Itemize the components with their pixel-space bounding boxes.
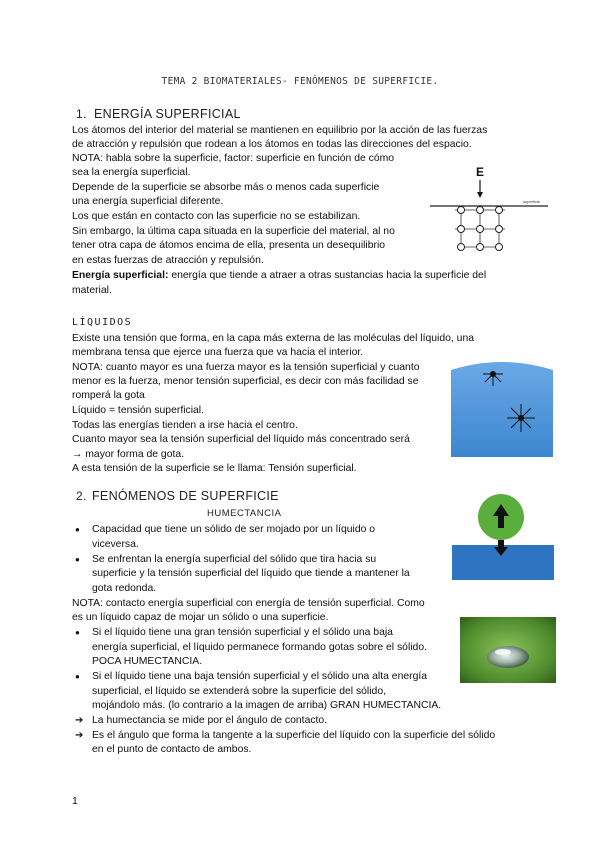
- arrow-right-icon: ➔: [75, 730, 84, 741]
- bullet-item: ● Si el líquido tiene una baja tensión superficial y el sólido una alta energía: [92, 670, 427, 684]
- s1-line: Los que están en contacto con las superficie no se estabilizan.: [72, 211, 361, 222]
- atom: [458, 226, 465, 233]
- liq-line: Líquido = tensión superficial.: [72, 405, 204, 416]
- atom-lattice-figure: [428, 162, 550, 256]
- down-arrow-shaft: [498, 540, 504, 548]
- s1-line: NOTA: habla sobre la superficie, factor: superficie en función de cómo: [72, 153, 395, 164]
- atom: [458, 244, 465, 251]
- bullet-cont: mojándolo más. (lo contrario a la imagen de arriba) GRAN HUMECTANCIA.: [92, 700, 442, 711]
- liquids-heading: LÍQUIDOS: [72, 317, 133, 328]
- s1-line: tener otra capa de átomos encima de ella, presenta un desequilibrio: [72, 240, 386, 251]
- atom: [496, 207, 503, 214]
- energy-definition: [72, 269, 486, 283]
- figure-e-label: E: [476, 165, 485, 179]
- liq-line: → mayor forma de gota.: [72, 449, 185, 460]
- bullet-item: ● Se enfrentan la energía superficial del sólido que tira hacia su: [92, 553, 376, 567]
- section-2-number: 2.: [76, 489, 87, 503]
- liq-line: membrana tensa que ejerce una fuerza que va hacia el interior.: [72, 347, 364, 358]
- section-1-title: ENERGÍA SUPERFICIAL: [94, 107, 241, 121]
- liq-line: romperá la gota: [72, 390, 145, 401]
- liq-line: A esta tensión de la superficie se le llama: Tensión superficial.: [72, 463, 357, 474]
- page-number: 1: [72, 796, 78, 807]
- section-1-number: 1.: [76, 107, 87, 121]
- s1-line: sea la energía superficial.: [72, 167, 191, 178]
- liq-line: Existe una tensión que forma, en la capa más externa de las moléculas del líquido, una: [72, 333, 475, 344]
- s1-line: Sin embargo, la última capa situada en la superficie del material, al no: [72, 226, 395, 237]
- page-title: TEMA 2 BIOMATERIALES- FENÓMENOS DE SUPERFICIE.: [161, 76, 439, 87]
- atom: [496, 226, 503, 233]
- bullet-cont: superficie y la tensión superficial del líquido que tiende a mantener la: [92, 568, 410, 579]
- liq-line: NOTA: cuanto mayor es una fuerza mayor es la tensión superficial y cuanto: [72, 362, 420, 373]
- atom: [477, 207, 484, 214]
- liq-line: menor es la fuerza, menor tensión superficial, es decir con más facilidad se: [72, 376, 419, 387]
- atom: [477, 244, 484, 251]
- arrow-item: [75, 714, 328, 728]
- energy-definition-term: Energía superficial:: [72, 270, 169, 281]
- liq-line: Cuanto mayor sea la tensión superficial del líquido más concentrado será: [72, 434, 410, 445]
- s1-line: Los átomos del interior del material se mantienen en equilibrio por la acción de las fuerzas: [72, 125, 488, 136]
- bullet-cont: viceversa.: [92, 539, 139, 550]
- arrow-item-text: La humectancia se mide por el ángulo de contacto.: [92, 715, 328, 726]
- note-line: es un líquido capaz de mojar un sólido o una superficie.: [72, 612, 329, 623]
- energy-definition-text: energía que tiende a atraer a otras sustancias hacia la superficie del: [168, 270, 487, 281]
- water-droplet: [487, 646, 529, 668]
- arrow-item-cont: en el punto de contacto de ambos.: [92, 744, 252, 755]
- bullet-item: ● Capacidad que tiene un sólido de ser mojado por un líquido o: [92, 523, 375, 537]
- arrow-item: [75, 729, 496, 743]
- atom: [458, 207, 465, 214]
- s1-line: en estas fuerzas de atracción y repulsión.: [72, 255, 264, 266]
- droplet-highlight: [495, 649, 511, 655]
- atom: [496, 244, 503, 251]
- note-line: NOTA: contacto energía superficial con energía de tensión superficial. Como: [72, 598, 425, 609]
- atom: [477, 226, 484, 233]
- water-body: [451, 362, 553, 457]
- figure-surface-label: superficie: [523, 199, 541, 204]
- bullet-cont: gota redonda.: [92, 583, 157, 594]
- surface-molecule: [490, 371, 496, 377]
- s1-line: una energía superficial diferente.: [72, 196, 224, 207]
- s1-line: material.: [72, 285, 112, 296]
- section-2-title: FENÓMENOS DE SUPERFICIE: [92, 489, 279, 503]
- arrow-item-text: Es el ángulo que forma la tangente a la superficie del líquido con la superficie del sólido: [92, 730, 496, 741]
- surface-tension-figure: [451, 360, 553, 457]
- arrow-right-icon: ➔: [75, 715, 84, 726]
- bullet-item: ● Si el líquido tiene una gran tensión superficial y el sólido una baja: [92, 626, 393, 640]
- bullet-cont: superficial, el líquido se extenderá sobre la superficie del sólido,: [92, 686, 386, 697]
- wetting-force-figure: [452, 492, 554, 582]
- figure-arrowhead: [477, 192, 483, 198]
- inner-molecule: [518, 415, 524, 421]
- humectancia-subheading: HUMECTANCIA: [207, 508, 282, 519]
- bullet-cont: energía superficial, el líquido permanece formando gotas sobre el sólido.: [92, 642, 428, 653]
- water-drop-photo: [460, 617, 556, 683]
- bullet-cont: POCA HUMECTANCIA.: [92, 656, 203, 667]
- s1-line: Depende de la superficie se absorbe más o menos cada superficie: [72, 182, 380, 193]
- liq-line: Todas las energías tienden a irse hacia el centro.: [72, 420, 298, 431]
- s1-line: de atracción y repulsión que rodean a los átomos en todas las direcciones del espacio.: [72, 139, 472, 150]
